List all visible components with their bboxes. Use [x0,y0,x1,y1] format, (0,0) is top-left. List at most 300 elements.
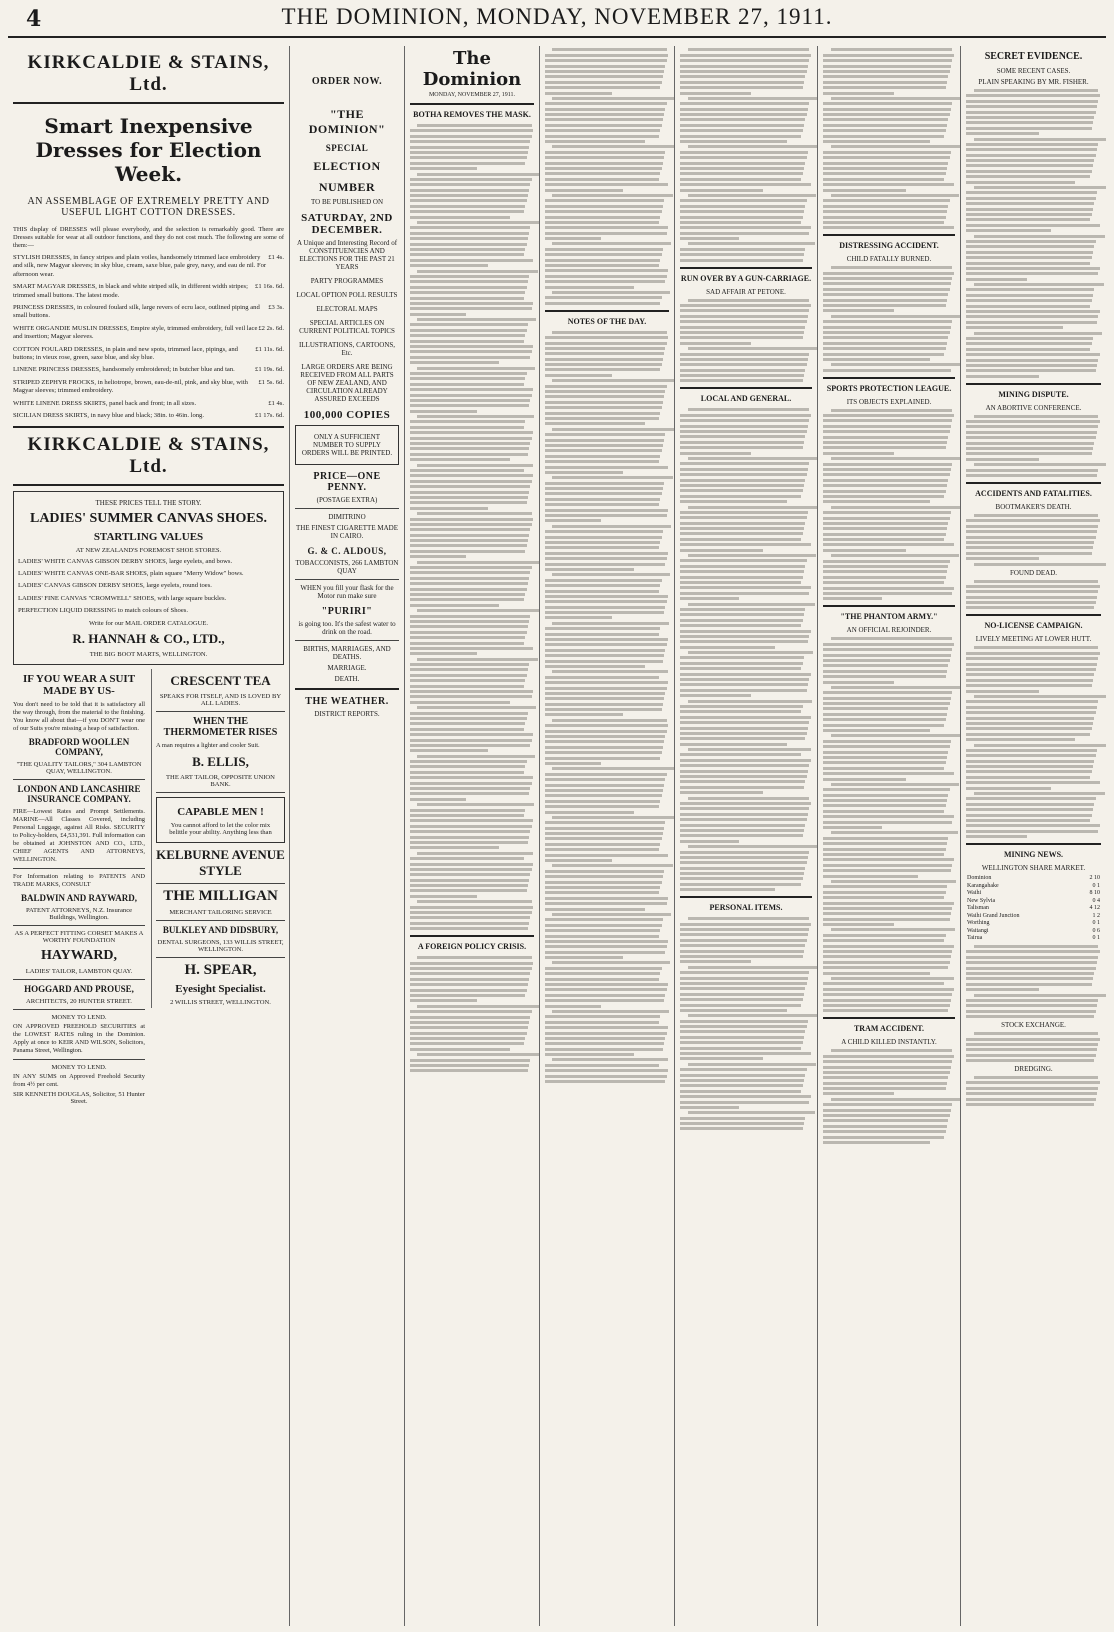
text-line [410,728,524,731]
dominion-name: "THE DOMINION" [308,107,386,136]
text-line [410,989,527,992]
text-line [823,982,944,985]
dress-item [13,366,284,374]
text-line [545,568,634,571]
text-line [966,590,1098,593]
text-line [823,767,944,770]
shoe-line: LADIES' CANVAS GIBSON DERBY SHOES, large eyelets, round toes. [18,582,212,590]
text-line [417,124,531,127]
text-line [680,753,801,756]
text-line [410,879,529,882]
text-line [410,857,524,860]
text-line [823,326,951,329]
text-line [545,821,665,824]
text-line [966,700,1098,703]
text-line [410,189,529,192]
text-line [410,264,488,267]
text-line [680,70,807,73]
text-line [823,821,952,824]
text-line [966,727,1092,730]
text-line [680,1068,807,1071]
text-line [410,377,525,380]
text-line [680,710,801,713]
number-label: NUMBER [318,180,376,194]
text-line [410,776,533,779]
text-line [966,436,1096,439]
text-line [823,1092,894,1095]
text-line [831,928,955,931]
text-line [410,771,524,774]
text-line [410,999,477,1002]
shoes-kicker: THESE PRICES TELL THE STORY. [95,498,202,507]
text-line [823,702,950,705]
text-line [410,647,533,650]
dress-item-price: £1 17s. 6d. [255,412,284,420]
text-line [680,516,807,519]
text-line [680,1047,801,1050]
text-line [823,441,947,444]
text-line [410,286,527,289]
text-line [545,503,659,506]
text-line [545,579,662,582]
text-line [680,608,805,611]
text-line [410,825,532,828]
text-line [410,1069,528,1072]
text-line [680,59,809,62]
text-line [410,307,532,310]
text-line [823,1141,930,1144]
text-line [823,468,951,471]
text-line [823,86,946,89]
text-line [545,557,667,560]
text-line [823,778,906,781]
found-dead-body [966,580,1101,610]
text-line [823,167,947,170]
text-line [823,1109,951,1112]
text-line [545,697,664,700]
shoe-line: LADIES' FINE CANVAS "CROMWELL" SHOES, with large square buckles. [18,594,227,602]
text-line [680,689,807,692]
text-line [680,124,804,127]
text-line [688,603,815,606]
money-head: MONEY TO LEND. [51,1013,107,1021]
text-line [966,797,1096,800]
text-line [823,842,947,845]
text-line [688,299,809,302]
text-line [680,419,809,422]
text-line [680,484,804,487]
text-line [545,956,623,959]
text-line [545,1021,659,1024]
election-number-column [290,46,405,1626]
text-line [552,1058,667,1061]
text-line [823,430,950,433]
text-line [823,1082,947,1085]
text-line [545,368,660,371]
text-line [680,331,804,334]
text-line [410,523,532,526]
share-row [966,875,1101,883]
text-line [823,178,944,181]
text-line [545,972,660,975]
text-line [823,902,954,905]
dress-item-price: £2 2s. 6d. [258,324,284,332]
text-line [545,967,662,970]
births-head: BIRTHS, MARRIAGES, AND DEATHS. [303,645,391,661]
text-line [966,601,1096,604]
architects-firm: HOGGARD AND PROUSE, [24,983,134,994]
ellis-firm: B. ELLIS, [192,753,249,769]
text-line [966,359,1098,362]
text-line [545,253,662,256]
text-line [966,983,1092,986]
text-line [680,818,807,821]
published-on: TO BE PUBLISHED ON [310,198,383,206]
text-line [680,1106,739,1109]
text-line [545,466,668,469]
text-line [545,746,663,749]
text-line [545,59,667,62]
masthead [8,0,1106,38]
text-line [823,664,948,667]
text-line [823,369,951,372]
text-line [823,151,951,154]
text-line [823,75,948,78]
sports-sub: ITS OBJECTS EXPLAINED. [846,397,932,406]
text-line [410,873,530,876]
run-over-continued [823,48,955,229]
masthead-title: THE DOMINION, MONDAY, NOVEMBER 27, 1911. [281,4,833,29]
text-line [680,732,807,735]
text-line [410,884,528,887]
sports-body [823,409,955,601]
ad-intro: THIS display of DRESSES will please everybody, and the selection is remarkably good. There are Dresses suitable for wear at all outdoor functions, and they do not cost much. The following are some of them:— [13,226,284,249]
text-line [823,216,946,219]
text-line [410,701,510,704]
text-line [410,480,532,483]
text-line [410,916,530,919]
text-line [417,803,534,806]
text-line [680,1020,808,1023]
text-line [823,654,951,657]
text-line [831,880,956,883]
share-name: Waihi [967,890,982,897]
text-line [545,891,659,894]
text-line [545,552,668,555]
text-line [410,983,528,986]
text-line [410,243,527,246]
text-line [410,426,524,429]
text-line [545,342,667,345]
text-line [680,619,803,622]
text-line [823,945,954,948]
text-line [680,468,808,471]
secret-evidence-headline: SECRET EVIDENCE. [984,51,1083,62]
text-line [966,988,1039,991]
shoes-firm-sub: THE BIG BOOT MARTS, WELLINGTON. [89,650,208,658]
ellis-firm-sub: THE ART TAILOR, OPPOSITE UNION BANK. [166,773,275,788]
text-line [680,1030,805,1033]
text-line [823,923,894,926]
weather-head: THE WEATHER. [305,696,389,707]
text-line [966,251,1093,254]
text-line [545,1005,601,1008]
text-line [823,436,948,439]
text-line [410,237,528,240]
text-line [823,495,944,498]
text-line [410,582,528,585]
text-line [823,59,952,62]
text-line [545,773,667,776]
text-line [823,463,952,466]
text-line [680,462,809,465]
share-value: 0 1 [1092,920,1100,927]
text-line [966,557,1039,560]
text-line [823,1060,952,1063]
text-line [545,471,623,474]
text-line [680,939,807,942]
text-line [680,565,805,568]
text-line [410,183,530,186]
text-line [974,792,1105,795]
secret-evidence-sub: SOME RECENT CASES. [996,67,1071,75]
text-line [410,226,530,229]
text-line [410,1032,527,1035]
text-line [545,433,665,436]
text-line [823,659,950,662]
text-line [545,784,664,787]
text-line [680,662,803,665]
text-line [545,827,664,830]
text-line [688,700,812,703]
share-table [966,875,1101,943]
money2-firm: SIR KENNETH DOUGLAS, Solicitor, 51 Hunter Street. [13,1090,145,1105]
text-line [410,404,529,407]
text-line [410,259,533,262]
dress-item-text: WHITE ORGANDIE MUSLIN DRESSES, Empire style, trimmed embroidery, full veil lace and insertion; Magyar sleeves. [13,324,258,341]
text-line [545,832,663,835]
feature-item: LOCAL OPTION POLL RESULTS [296,291,398,299]
capable-head: CAPABLE MEN ! [177,805,264,818]
text-line [410,668,528,671]
text-line [410,967,532,970]
election-label: ELECTION [313,159,381,173]
leader-continued [545,48,669,304]
text-line [680,737,805,740]
text-line [966,717,1094,720]
text-line [823,183,954,186]
text-line [680,877,803,880]
text-line [680,824,805,827]
share-row [966,920,1101,928]
text-line [966,663,1097,666]
text-line [966,240,1096,243]
text-line [966,961,1097,964]
share-row [966,883,1101,891]
text-line [680,500,787,503]
text-line [823,113,950,116]
text-line [966,530,1097,533]
text-line [823,961,950,964]
text-line [831,145,960,148]
text-line [545,978,659,981]
text-line [823,858,954,861]
text-line [966,369,1096,372]
text-line [966,105,1097,108]
text-line [680,775,807,778]
leader-body [410,124,534,930]
text-line [410,534,529,537]
text-line [410,566,532,569]
dress-item-text: WHITE LINENE DRESS SKIRTS, panel back and front; in all sizes. [13,399,197,407]
milligan-sub: MERCHANT TAILORING SERVICE [169,908,272,916]
share-name: Waihi Grand Junction [967,912,1020,919]
hayward-kicker: AS A PERFECT FITTING CORSET MAKES A WORTHY FOUNDATION [14,929,144,944]
phantom-army-headline: "THE PHANTOM ARMY." [840,612,938,622]
text-line [545,401,663,404]
text-line [545,390,665,393]
text-line [680,928,809,931]
text-line [966,278,1027,281]
text-line [966,606,1094,609]
text-line [966,1010,1096,1013]
lively-meeting-sub: LIVELY MEETING AT LOWER HUTT. [975,635,1092,644]
text-line [966,202,1094,205]
text-line [823,527,947,530]
text-line [410,978,529,981]
text-line [545,439,664,442]
shoes-advertisement [13,491,284,665]
text-line [545,676,659,679]
text-line [410,162,525,165]
phantom-army-sub: AN OFFICIAL REJOINDER. [846,626,932,635]
text-line [410,1010,532,1013]
text-line [545,216,660,219]
text-line [966,474,1097,477]
text-line [680,960,751,963]
text-line [966,224,1100,227]
text-line [410,1064,529,1067]
text-line [680,92,751,95]
dress-item [13,325,284,342]
text-line [823,918,950,921]
text-line [823,1071,950,1074]
text-line [417,561,540,564]
text-line [680,435,805,438]
text-line [966,722,1093,725]
text-line [545,800,660,803]
text-line [823,587,954,590]
text-line [974,563,1106,566]
text-line [545,460,659,463]
text-line [974,580,1098,583]
text-line [552,145,674,148]
text-line [966,132,1039,135]
text-line [417,900,531,903]
child-burned-body [823,266,955,371]
text-line [680,353,809,356]
text-line [417,512,531,515]
text-line [545,422,645,425]
publication-date: SATURDAY, 2ND DECEMBER. [301,212,393,236]
text-line [545,232,667,235]
share-row [966,890,1101,898]
text-line [823,54,954,57]
text-line [823,999,951,1002]
orders-text: LARGE ORDERS ARE BEING RECEIVED FROM ALL PARTS OF NEW ZEALAND, AND CIRCULATION ALREADY ASSURED EXCEEDS [300,363,394,403]
text-line [966,364,1097,367]
text-line [680,189,763,192]
text-line [680,81,804,84]
aldous-sub: TOBACCONISTS, 266 LAMBTON QUAY [295,559,399,575]
text-line [545,999,664,1002]
text-line [823,299,947,302]
text-line [966,116,1094,119]
text-line [410,129,533,132]
text-line [680,630,811,633]
text-line [831,363,960,366]
text-line [410,571,530,574]
stock-exchange-sub: STOCK EXCHANGE. [1001,1021,1066,1030]
text-line [966,1015,1094,1018]
text-line [831,266,952,269]
text-line [545,151,665,154]
text-line [823,81,947,84]
text-line [410,722,525,725]
text-line [410,863,533,866]
text-line [545,654,664,657]
text-line [545,140,645,143]
text-line [966,452,1092,455]
leader-dateline: MONDAY, NOVEMBER 27, 1911. [428,92,516,98]
dress-item-text: COTTON FOULARD DRESSES, in plain and new spots, trimmed lace, pipings, and buttons; in vieux rose, green, saxe blue, and sky blue. [13,345,238,362]
text-line [823,205,948,208]
text-line [966,267,1100,270]
text-line [966,596,1097,599]
share-name: Waitangi [967,927,989,934]
text-line [823,756,947,759]
text-line [552,525,671,528]
text-line [823,1076,948,1079]
text-line [545,269,668,272]
child-burned-sub: CHILD FATALLY BURNED. [846,255,932,264]
text-line [680,167,804,170]
text-line [410,962,533,965]
spear-addr: 2 WILLIS STREET, WELLINGTON. [170,998,271,1006]
text-line [410,151,528,154]
text-line [966,1043,1098,1046]
tram-sub: A CHILD KILLED INSTANTLY. [841,1038,937,1047]
text-line [680,489,803,492]
share-name: New Sylvia [967,897,996,904]
text-line [680,210,804,213]
text-line [410,199,527,202]
text-line [410,216,510,219]
text-line [545,837,662,840]
text-line [823,533,946,536]
text-line [680,495,801,498]
dress-item-price: £1 4s. [268,254,284,261]
text-line [552,670,667,673]
text-line [680,151,808,154]
text-line [552,379,675,382]
local-general-headline: LOCAL AND GENERAL. [700,394,792,404]
text-line [680,479,805,482]
text-line [545,492,662,495]
text-line [410,372,527,375]
text-line [545,924,662,927]
text-line [688,194,816,197]
